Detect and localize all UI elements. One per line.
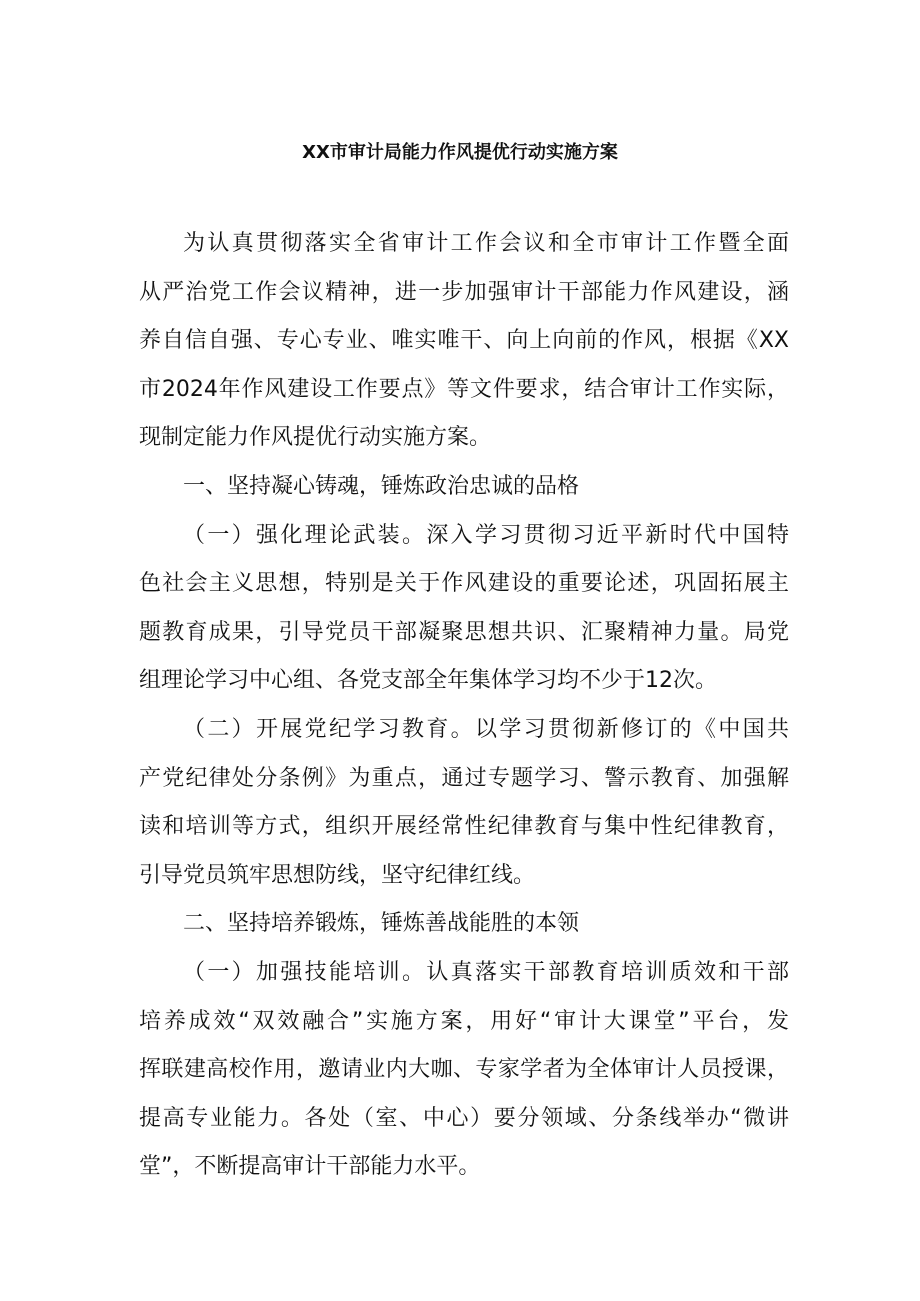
- section-heading: 二、坚持培养锻炼，锤炼善战能胜的本领: [183, 911, 580, 937]
- body-line: 色社会主义思想，特别是关于作风建设的重要论述，巩固拓展主: [139, 571, 789, 597]
- body-line: 读和培训等方式，组织开展经常性纪律教育与集中性纪律教育，: [139, 814, 789, 840]
- body-line: 挥联建高校作用，邀请业内大咖、专家学者为全体审计人员授课，: [139, 1057, 789, 1083]
- document-body: [139, 220, 789, 1192]
- body-line: 引导党员筑牢思想防线，坚守纪律红线。: [139, 862, 536, 888]
- body-line: （一）强化理论武装。深入学习贯彻习近平新时代中国特: [183, 522, 789, 548]
- body-line: （二）开展党纪学习教育。以学习贯彻新修订的《中国共: [183, 716, 789, 742]
- body-line: （一）加强技能培训。认真落实干部教育培训质效和干部: [183, 959, 789, 985]
- document-title: XX市审计局能力作风提优行动实施方案: [302, 142, 618, 163]
- body-line: 为认真贯彻落实全省审计工作会议和全市审计工作暨全面: [183, 231, 789, 256]
- body-line: 现制定能力作风提优行动实施方案。: [139, 425, 492, 451]
- body-line: 题教育成果，引导党员干部凝聚思想共识、汇聚精神力量。局党: [139, 619, 789, 645]
- body-line: 养自信自强、专心专业、唯实唯干、向上向前的作风，根据《XX: [139, 328, 789, 354]
- body-line: 培养成效“双效融合”实施方案，用好“审计大课堂”平台，发: [139, 1008, 789, 1034]
- body-line: 组理论学习中心组、各党支部全年集体学习均不少于12次。: [139, 668, 717, 694]
- body-line: 提高专业能力。各处（室、中心）要分领域、分条线举办“微讲: [139, 1105, 789, 1131]
- body-line: 堂”，不断提高审计干部能力水平。: [139, 1154, 481, 1180]
- body-line: 从严治党工作会议精神，进一步加强审计干部能力作风建设，涵: [139, 279, 789, 305]
- section-heading: 一、坚持凝心铸魂，锤炼政治忠诚的品格: [183, 473, 580, 499]
- body-line: 市2024年作风建设工作要点》等文件要求，结合审计工作实际，: [139, 376, 789, 402]
- body-line: 产党纪律处分条例》为重点，通过专题学习、警示教育、加强解: [139, 765, 789, 791]
